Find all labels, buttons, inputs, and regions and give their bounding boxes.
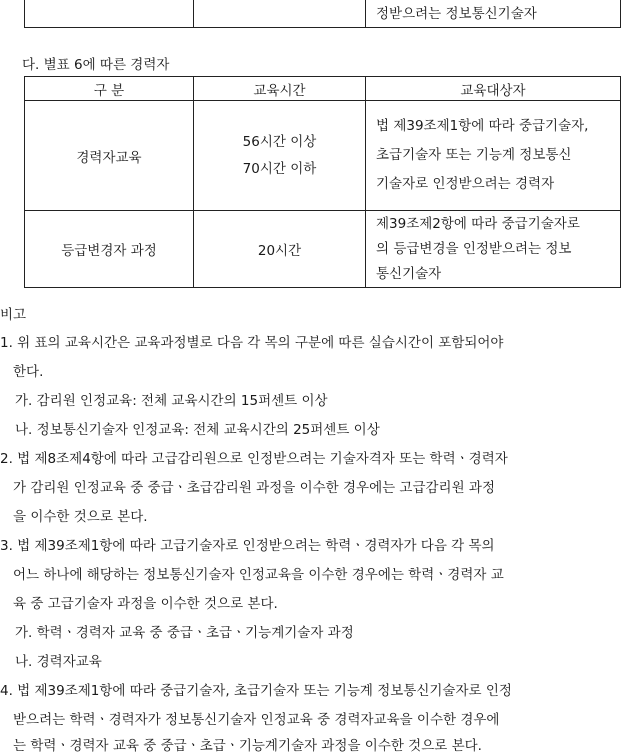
table-row [25,211,621,288]
table-header-row [25,77,621,101]
remark-line: 나. 경력자교육 [15,654,102,670]
row1-target-line3: 기술자로 인정받으려는 경력자 [376,176,555,192]
header-hours: 교육시간 [194,77,366,101]
section-title: 다. 별표 6에 따른 경력자 [22,57,170,73]
remark-line: 가. 학력ㆍ경력자 교육 중 중급ㆍ초급ㆍ기능계기술자 과정 [15,625,354,641]
remark-line: 3. 법 제39조제1항에 따라 고급기술자로 인정받으려는 학력ㆍ경력자가 다음 각 목의 [0,538,495,554]
row2-category: 등급변경자 과정 [25,211,194,288]
remark-line: 가. 감리원 인정교육: 전체 교육시간의 15퍼센트 이상 [15,393,328,409]
remark-line: 가 감리원 인정교육 중 중급ㆍ초급감리원 과정을 이수한 경우에는 고급감리원 과정 [13,480,496,496]
top-cell-1 [25,0,194,28]
top-cell-2 [194,0,366,28]
row1-hours [194,101,366,211]
remarks-heading: 비고 [0,307,27,323]
education-table [24,76,621,288]
top-cell-text: 정받으려는 정보통신기술자 [376,6,537,22]
header-target: 교육대상자 [366,77,621,101]
remark-line: 는 학력ㆍ경력자 교육 중 중급ㆍ초급ㆍ기능계기술자 과정을 이수한 것으로 본다. [13,738,482,754]
remark-line: 한다. [13,364,44,380]
row1-target-line1: 법 제39조제1항에 따라 중급기술자, [376,118,589,134]
top-cell-3 [366,0,621,28]
remark-line: 받으려는 학력ㆍ경력자가 정보통신기술자 인정교육 중 경력자교육을 이수한 경우에 [13,712,500,728]
row2-target-line1: 제39조제2항에 따라 중급기술자로 [376,215,580,232]
remark-line: 4. 법 제39조제1항에 따라 중급기술자, 초급기술자 또는 기능계 정보통신기술자로 인정 [0,683,512,699]
header-category: 구 분 [25,77,194,101]
remark-line: 1. 위 표의 교육시간은 교육과정별로 다음 각 목의 구분에 따른 실습시간이 포함되어야 [0,335,504,351]
remark-line: 을 이수한 것으로 본다. [13,509,148,525]
row2-target-line3: 통신기술자 [376,265,442,282]
remark-line: 나. 정보통신기술자 인정교육: 전체 교육시간의 25퍼센트 이상 [15,422,380,438]
remark-line: 어느 하나에 해당하는 정보통신기술자 인정교육을 이수한 경우에는 학력ㆍ경력자 교 [13,567,504,583]
top-table-fragment [24,0,621,28]
row1-target [366,101,621,211]
row1-target-line2: 초급기술자 또는 기능계 정보통신 [376,147,572,163]
table-row [25,101,621,211]
remark-line: 육 중 고급기술자 과정을 이수한 것으로 본다. [13,596,278,612]
row1-category: 경력자교육 [25,101,194,211]
row2-hours: 20시간 [194,211,366,288]
row1-hours-line2: 70시간 이하 [242,160,317,177]
row2-target-line2: 의 등급변경을 인정받으려는 정보 [376,240,572,257]
remark-line: 2. 법 제8조제4항에 따라 고급감리원으로 인정받으려는 기술자격자 또는 학력ㆍ경력자 [0,451,508,467]
row2-target [366,211,621,288]
row1-hours-line1: 56시간 이상 [242,133,317,150]
